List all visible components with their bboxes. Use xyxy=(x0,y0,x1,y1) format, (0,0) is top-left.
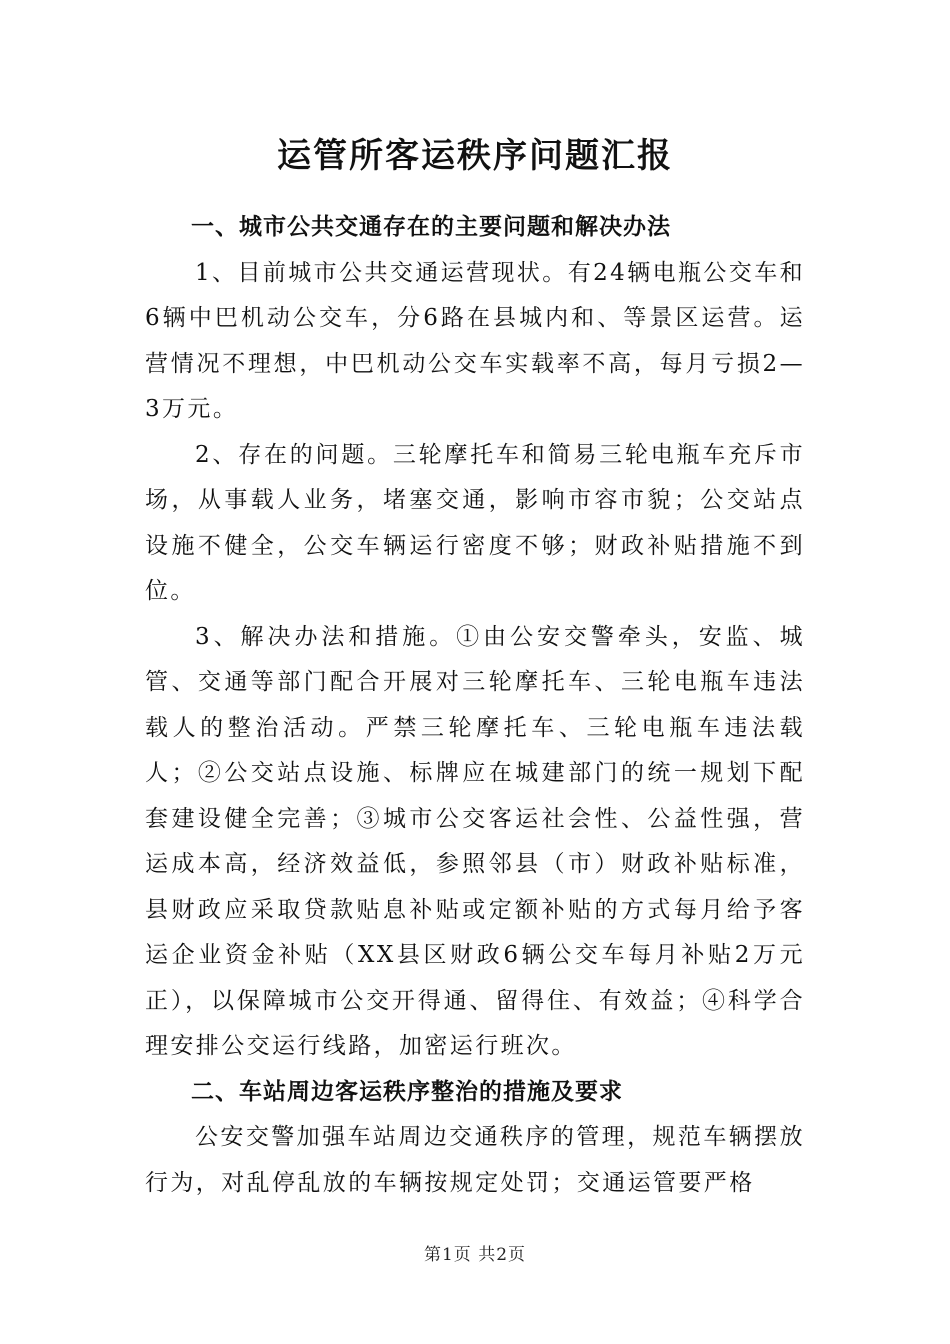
document-body xyxy=(145,205,805,1206)
paragraph-existing-problems: 2、存在的问题。三轮摩托车和简易三轮电瓶车充斥市场，从事载人业务，堵塞交通，影响市容市貌；公交站点设施不健全，公交车辆运行密度不够；财政补贴措施不到位。 xyxy=(145,441,805,604)
paragraph-station-order: 公安交警加强车站周边交通秩序的管理，规范车辆摆放行为，对乱停乱放的车辆按规定处罚；交通运管要严格 xyxy=(145,1124,805,1196)
paragraph-solutions: 3、解决办法和措施。①由公安交警牵头，安监、城管、交通等部门配合开展对三轮摩托车、三轮电瓶车违法载人的整治活动。严禁三轮摩托车、三轮电瓶车违法载人；②公交站点设施、标牌应在城建部门的统一规划下配套建设健全完善；③城市公交客运社会性、公益性强，营运成本高，经济效益低，参照邻县（市）财政补贴标准，县财政应采取贷款贴息补贴或定额补贴的方式每月给予客运企业资金补贴（XX县区财政6辆公交车每月补贴2万元正），以保障城市公交开得通、留得住、有效益；④科学合理安排公交运行线路，加密运行班次。 xyxy=(145,623,805,1059)
section-heading-1: 一、城市公共交通存在的主要问题和解决办法 xyxy=(191,214,671,240)
section-heading-2: 二、车站周边客运秩序整治的措施及要求 xyxy=(191,1078,623,1105)
paragraph-current-status: 1、目前城市公共交通运营现状。有24辆电瓶公交车和6辆中巴机动公交车，分6路在县城内和、等景区运营。运营情况不理想，中巴机动公交车实载率不高，每月亏损2—3万元。 xyxy=(145,259,805,422)
page-number-footer: 第1页 共2页 xyxy=(423,1245,527,1265)
document-title: 运管所客运秩序问题汇报 xyxy=(277,136,673,176)
